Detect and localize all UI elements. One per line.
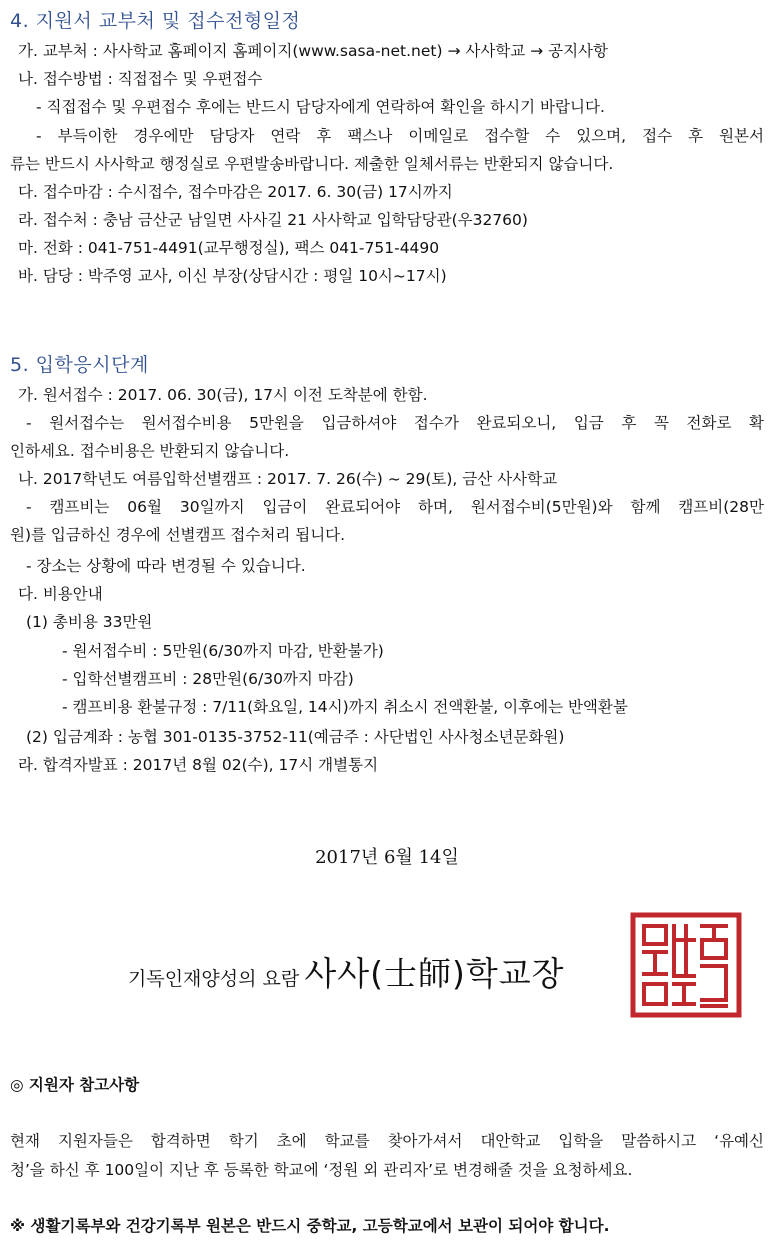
section-5-line: - 원서접수비 : 5만원(6/30까지 마감, 반환불가) <box>62 642 384 660</box>
notes-paragraph-line: 현재 지원자들은 합격하면 학기 초에 학교를 찾아가셔서 대안학교 입학을 말씀하시고 ‘유예신 <box>10 1132 764 1150</box>
section-5-line: (1) 총비용 33만원 <box>26 613 153 631</box>
section-5-line: 다. 비용안내 <box>18 585 103 603</box>
document-date: 2017년 6월 14일 <box>315 847 459 868</box>
principal-signature <box>128 948 564 995</box>
section-5-line: - 장소는 상황에 따라 변경될 수 있습니다. <box>26 557 306 575</box>
notes-paragraph-line: 청’을 하신 후 100일이 지난 후 등록한 학교에 ‘정원 외 관리자’로 변경해줄 것을 요청하세요. <box>10 1161 633 1179</box>
section-5-line: (2) 입금계좌 : 농협 301-0135-3752-11(예금주 : 사단법인 사사청소년문화원) <box>26 728 565 746</box>
section-5-line: - 캠프비용 환불규정 : 7/11(화요일, 14시)까지 취소시 전액환불, 이후에는 반액환불 <box>62 698 628 716</box>
section-5-line: 라. 합격자발표 : 2017년 8월 02(수), 17시 개별통지 <box>18 756 379 774</box>
seal-glyphs <box>644 926 726 1006</box>
section-4-line: - 직접접수 및 우편접수 후에는 반드시 담당자에게 연락하여 확인을 하시기 바랍니다. <box>36 98 605 116</box>
section-5-line: - 입학선별캠프비 : 28만원(6/30까지 마감) <box>62 670 354 688</box>
section-4-line: 나. 접수방법 : 직접접수 및 우편접수 <box>18 70 263 88</box>
section-4-line: 바. 담당 : 박주영 교사, 이신 부장(상담시간 : 평일 10시~17시) <box>18 267 447 285</box>
section-5-line: 인하세요. 접수비용은 반환되지 않습니다. <box>10 442 290 460</box>
school-seal-stamp <box>630 912 742 1018</box>
notes-title: ◎ 지원자 참고사항 <box>10 1076 140 1094</box>
section-5-line: 가. 원서접수 : 2017. 06. 30(금), 17시 이전 도착분에 한함. <box>18 386 428 404</box>
section-5-line: 원)를 입금하신 경우에 선별캠프 접수처리 됩니다. <box>10 526 346 544</box>
section-4-title: 4. 지원서 교부처 및 접수전형일정 <box>10 10 301 32</box>
section-5-title: 5. 입학응시단계 <box>10 354 149 376</box>
section-4-line: 라. 접수처 : 충남 금산군 남일면 사사길 21 사사학교 입학담당관(우32760) <box>18 211 528 229</box>
section-5-line: 나. 2017학년도 여름입학선별캠프 : 2017. 7. 26(수) ~ 29(토), 금산 사사학교 <box>18 470 558 488</box>
section-4-line: 마. 전화 : 041-751-4491(교무행정실), 팩스 041-751-4490 <box>18 239 440 257</box>
principal-prefix: 기독인재양성의 요람 <box>128 968 300 990</box>
section-5-line: - 원서접수는 원서접수비용 5만원을 입금하셔야 접수가 완료되오니, 입금 후 꼭 전화로 확 <box>26 414 764 432</box>
section-4-line: 가. 교부처 : 사사학교 홈페이지 홈페이지(www.sasa-net.net) → 사사학교 → 공지사항 <box>18 42 608 60</box>
section-4-line: - 부득이한 경우에만 담당자 연락 후 팩스나 이메일로 접수할 수 있으며, 접수 후 원본서 <box>36 127 764 145</box>
section-4-line: 다. 접수마감 : 수시접수, 접수마감은 2017. 6. 30(금) 17시까지 <box>18 183 453 201</box>
section-4-line: 류는 반드시 사사학교 행정실로 우편발송바랍니다. 제출한 일체서류는 반환되지 않습니다. <box>10 155 614 173</box>
section-5-line: - 캠프비는 06월 30일까지 입금이 완료되어야 하며, 원서접수비(5만원)와 함께 캠프비(28만 <box>26 498 764 516</box>
notes-warning: ※ 생활기록부와 건강기록부 원본은 반드시 중학교, 고등학교에서 보관이 되어야 합니다. <box>10 1217 610 1235</box>
principal-name: 사사(士師)학교장 <box>304 954 565 993</box>
